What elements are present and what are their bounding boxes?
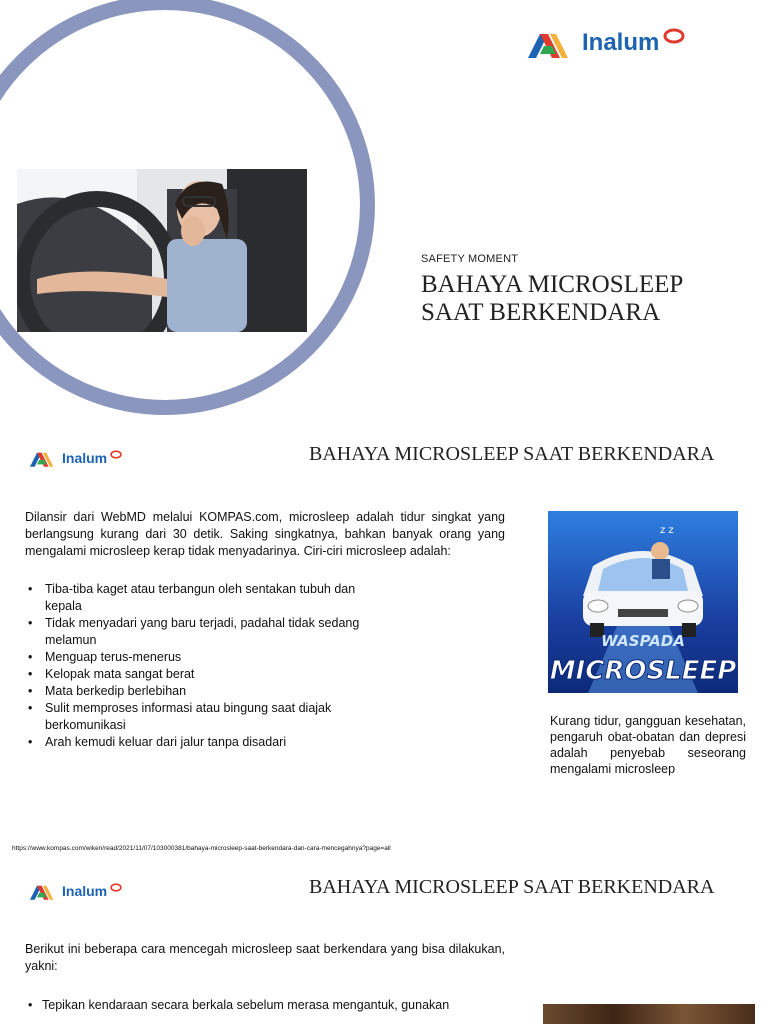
inalum-swirl-icon-small [110, 450, 122, 459]
prevention-list [25, 997, 517, 1014]
list-item: • Tidak menyadari yang baru terjadi, padahal tidak sedang melamun [25, 615, 395, 649]
info-slide [0, 432, 768, 867]
list-item: • Menguap terus-menerus [25, 649, 395, 666]
slide-title-2: BAHAYA MICROSLEEP SAAT BERKENDARA [309, 876, 715, 898]
waspada-microsleep-image [548, 511, 738, 693]
intro-paragraph: Dilansir dari WebMD melalui KOMPAS.com, microsleep adalah tidur singkat yang berlangsung kurang dari 30 detik. Saking singkatnya, bahkan banyak orang yang mengalami microsleep kerap tidak menyadarinya. Ciri-ciri microsleep adalah: [25, 510, 505, 558]
safety-moment-label: SAFETY MOMENT [421, 253, 519, 265]
inalum-wordmark: Inalum [582, 29, 660, 56]
inalum-logo-small-2 [30, 882, 122, 900]
list-item: • Mata berkedip berlebihan [25, 683, 395, 700]
prevention-slide [0, 867, 768, 1024]
inalum-logo-mark [528, 28, 576, 58]
inalum-swirl-icon-small-2 [110, 883, 122, 892]
prevention-intro: Berikut ini beberapa cara mencegah microsleep saat berkendara yang bisa dilakukan, yakni: [25, 942, 505, 973]
promo-text-waspada: WASPADA [601, 632, 685, 650]
slide-title: BAHAYA MICROSLEEP SAAT BERKENDARA [309, 443, 715, 465]
svg-text:z z: z z [660, 525, 674, 536]
source-link[interactable]: https://www.kompas.com/wiken/read/2021/11/07/103000381/bahaya-microsleep-saat-berkendara-dan-cara-mencegahnya?page=all [12, 845, 391, 852]
cause-caption: Kurang tidur, gangguan kesehatan, pengaruh obat-obatan dan depresi adalah penyebab seseorang mengalami microsleep [550, 714, 746, 776]
inalum-logo-mark-small-2 [30, 882, 58, 900]
inalum-logo [528, 28, 685, 58]
cover-title [421, 271, 751, 327]
coffee-beans-photo [543, 1004, 755, 1024]
promo-text-microsleep: MICROSLEEP [549, 656, 737, 686]
inalum-logo-mark-small [30, 449, 58, 467]
inalum-wordmark-small: Inalum [62, 450, 108, 466]
list-item: • Arah kemudi keluar dari jalur tanpa disadari [25, 734, 395, 751]
yawning-driver-photo [17, 169, 307, 332]
symptom-list [25, 581, 395, 751]
cover-title-line1: BAHAYA MICROSLEEP [421, 271, 684, 298]
list-item: • Tepikan kendaraan secara berkala sebelum merasa mengantuk, gunakan [25, 997, 517, 1014]
inalum-logo-small [30, 449, 122, 467]
list-item: • Tiba-tiba kaget atau terbangun oleh sentakan tubuh dan kepala [25, 581, 395, 615]
cover-slide [0, 0, 768, 432]
inalum-wordmark-small-2: Inalum [62, 883, 108, 899]
driver-illustration [17, 169, 307, 332]
list-item: • Kelopak mata sangat berat [25, 666, 395, 683]
cover-title-line2: SAAT BERKENDARA [421, 299, 661, 326]
promo-illustration [548, 511, 738, 693]
inalum-swirl-icon [663, 28, 685, 44]
list-item: • Sulit memproses informasi atau bingung saat diajak berkomunikasi [25, 700, 395, 734]
